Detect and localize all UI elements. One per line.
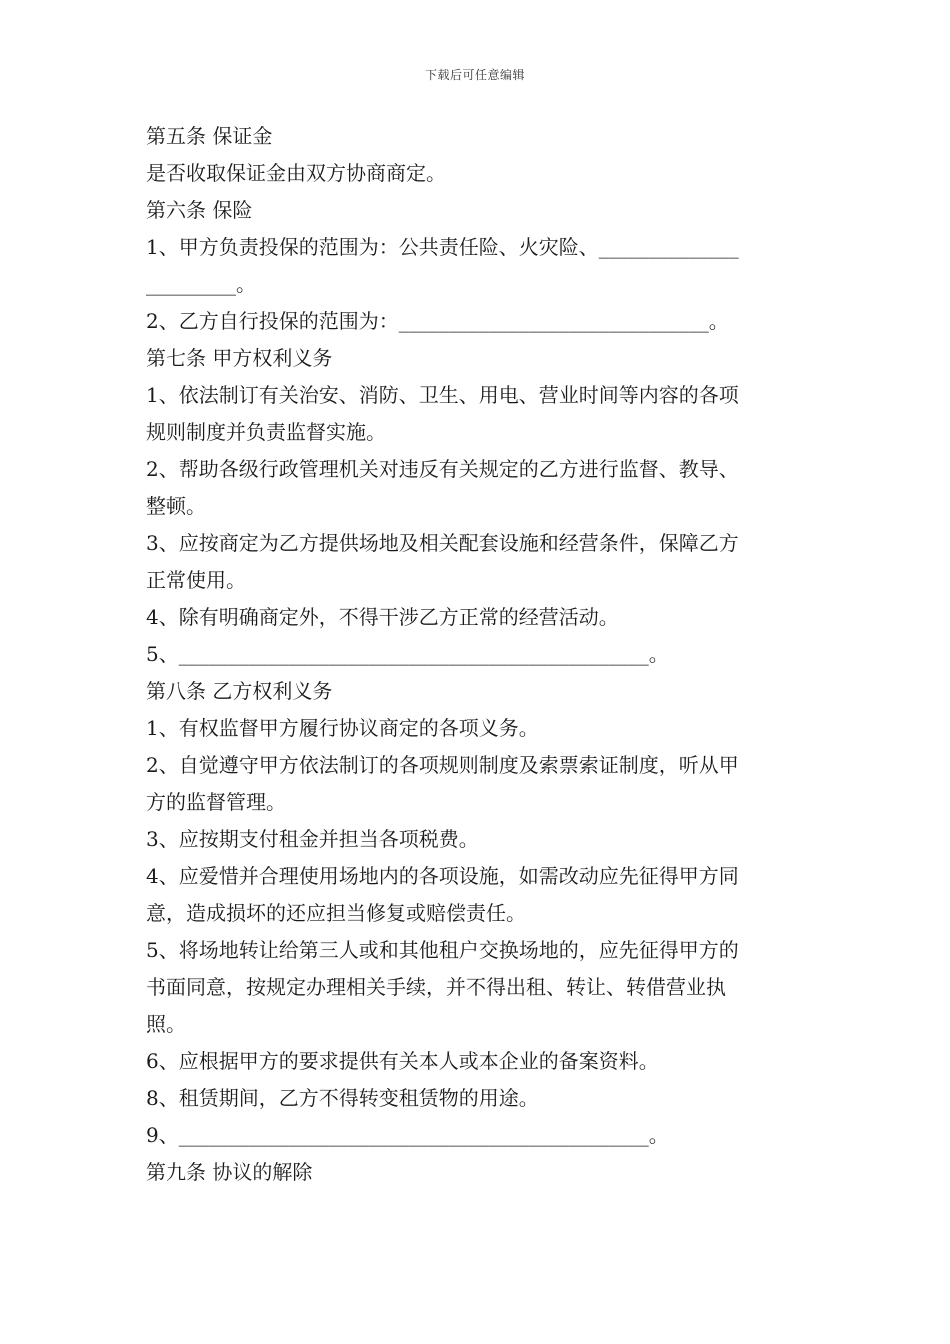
- paragraph-line: 3、应按商定为乙方提供场地及相关配套设施和经营条件，保障乙方: [146, 531, 739, 555]
- section-heading-7: 第七条 甲方权利义务: [146, 346, 333, 370]
- page-header-note: 下载后可任意编辑: [424, 68, 525, 82]
- section-heading-8: 第八条 乙方权利义务: [146, 679, 333, 703]
- paragraph-line: 9、_______________________________________________。: [146, 1123, 669, 1147]
- paragraph-line: _________。: [146, 272, 256, 296]
- section-heading-6: 第六条 保险: [146, 198, 253, 222]
- paragraph-line: 方的监督管理。: [146, 790, 286, 814]
- paragraph-line: 书面同意，按规定办理相关手续，并不得出租、转让、转借营业执: [146, 975, 726, 999]
- paragraph-line: 正常使用。: [146, 568, 246, 592]
- paragraph-line: 8、租赁期间，乙方不得转变租赁物的用途。: [146, 1086, 539, 1110]
- paragraph-line: 6、应根据甲方的要求提供有关本人或本企业的备案资料。: [146, 1049, 659, 1073]
- paragraph-line: 整顿。: [146, 494, 206, 518]
- paragraph-line: 1、甲方负责投保的范围为：公共责任险、火灾险、______________: [146, 235, 739, 259]
- section-heading-9: 第九条 协议的解除: [146, 1160, 313, 1184]
- section-heading-5: 第五条 保证金: [146, 124, 273, 148]
- document-body: [146, 118, 811, 1191]
- paragraph-line: 1、依法制订有关治安、消防、卫生、用电、营业时间等内容的各项: [146, 383, 739, 407]
- paragraph-line: 意，造成损坏的还应担当修复或赔偿责任。: [146, 901, 526, 925]
- paragraph-line: 5、_______________________________________________。: [146, 642, 669, 666]
- paragraph-line: 是否收取保证金由双方协商商定。: [146, 161, 446, 185]
- paragraph-line: 规则制度并负责监督实施。: [146, 420, 386, 444]
- paragraph-line: 照。: [146, 1012, 186, 1036]
- paragraph-line: 4、应爱惜并合理使用场地内的各项设施，如需改动应先征得甲方同: [146, 864, 739, 888]
- paragraph-line: 1、有权监督甲方履行协议商定的各项义务。: [146, 716, 539, 740]
- paragraph-line: 2、乙方自行投保的范围为：_______________________________。: [146, 309, 729, 333]
- paragraph-line: 4、除有明确商定外，不得干涉乙方正常的经营活动。: [146, 605, 619, 629]
- paragraph-line: 5、将场地转让给第三人或和其他租户交换场地的，应先征得甲方的: [146, 938, 739, 962]
- paragraph-line: 3、应按期支付租金并担当各项税费。: [146, 827, 479, 851]
- paragraph-line: 2、自觉遵守甲方依法制订的各项规则制度及索票索证制度，听从甲: [146, 753, 739, 777]
- paragraph-line: 2、帮助各级行政管理机关对违反有关规定的乙方进行监督、教导、: [146, 457, 739, 481]
